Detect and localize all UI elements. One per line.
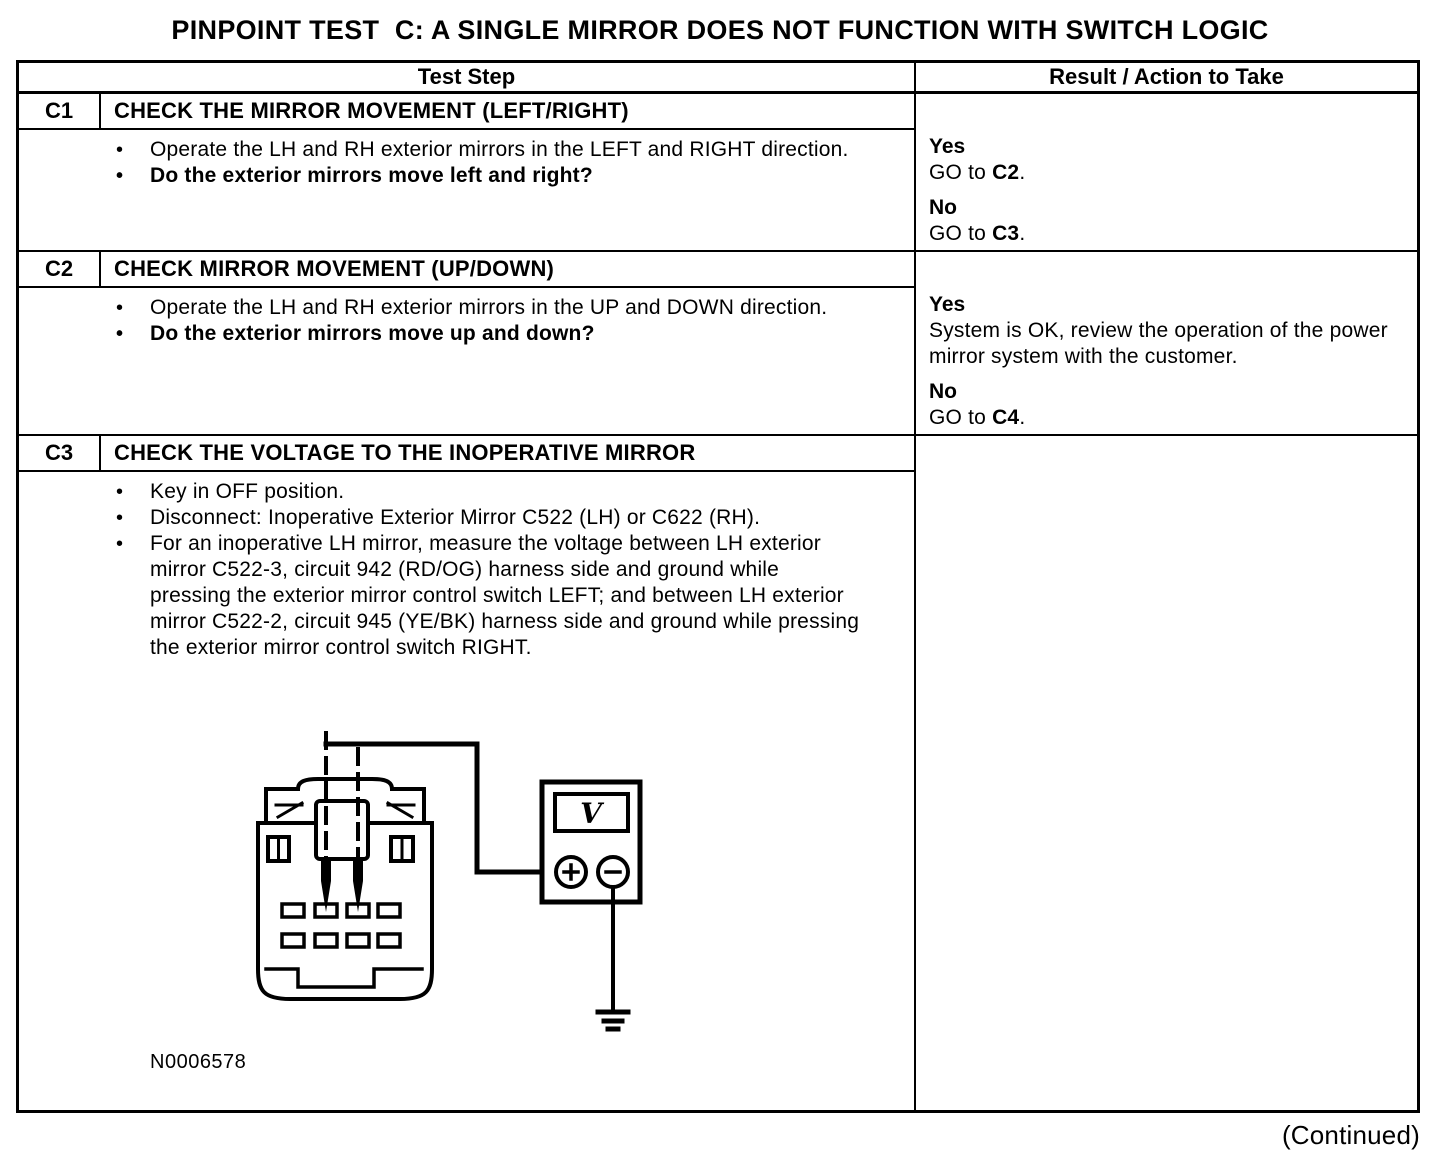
step-question: • Do the exterior mirrors move left and right?: [150, 163, 864, 189]
step-bullet: • Operate the LH and RH exterior mirrors in the UP and DOWN direction.: [150, 295, 864, 321]
column-header-test-step: Test Step: [19, 63, 916, 91]
step-id: C3: [19, 436, 101, 472]
step-question: • Do the exterior mirrors move up and down?: [150, 321, 864, 347]
result-cell: [914, 436, 1417, 1110]
result-label: No: [929, 196, 957, 219]
column-header-result: Result / Action to Take: [1049, 64, 1284, 89]
step-instructions: [19, 472, 914, 1110]
page-title: PINPOINT TEST C: A SINGLE MIRROR DOES NOT FUNCTION WITH SWITCH LOGIC: [171, 15, 1269, 45]
result-label: No: [929, 380, 957, 403]
section-c2: [19, 250, 1417, 434]
result-entry: [929, 195, 1405, 247]
step-id: C1: [19, 94, 101, 130]
result-label: Yes: [929, 135, 966, 158]
voltmeter-display-symbol: V: [580, 797, 602, 830]
connector-drawing: [258, 779, 432, 999]
step-bullet: • Key in OFF position.: [150, 479, 864, 505]
section-c1: [19, 94, 1417, 250]
result-action: GO to C4.: [929, 406, 1026, 429]
minus-terminal: [598, 857, 628, 887]
continued-note: (Continued): [1281, 1120, 1420, 1150]
step-instructions: [19, 288, 914, 434]
step-bullet: • Disconnect: Inoperative Exterior Mirror C522 (LH) or C622 (RH).: [150, 505, 864, 531]
result-action: GO to C3.: [929, 222, 1026, 245]
result-action: System is OK, review the operation of the power mirror system with the customer.: [929, 319, 1388, 368]
step-bullet: • For an inoperative LH mirror, measure the voltage between LH exterior mirror C522-3, circuit 942 (RD/OG) harness side and ground while pressing the exterior mirror control switch LEFT; and between LH exterior mirror C522-2, circuit 945 (YE/BK) harness side and ground while pressing the exterior mirror control switch RIGHT.: [150, 531, 864, 661]
step-title: CHECK MIRROR MOVEMENT (UP/DOWN): [101, 252, 914, 288]
result-entry: [929, 134, 1405, 186]
pinpoint-test-table: [16, 60, 1420, 1113]
voltmeter: [542, 782, 640, 902]
result-action: GO to C2.: [929, 161, 1026, 184]
voltage-test-diagram: [240, 719, 680, 1109]
step-id: C2: [19, 252, 101, 288]
table-header-row: [19, 63, 1417, 94]
step-title: CHECK THE MIRROR MOVEMENT (LEFT/RIGHT): [101, 94, 914, 130]
result-cell: [914, 252, 1417, 434]
ground-symbol: [598, 887, 628, 1029]
result-entry: [929, 379, 1405, 431]
result-label: Yes: [929, 293, 966, 316]
result-entry: [929, 292, 1405, 370]
plus-terminal: [556, 857, 586, 887]
figure-label: N0006578: [150, 1051, 247, 1073]
step-title: CHECK THE VOLTAGE TO THE INOPERATIVE MIRROR: [101, 436, 914, 472]
section-c3: [19, 434, 1417, 1110]
result-cell: [914, 94, 1417, 250]
step-bullet: • Operate the LH and RH exterior mirrors in the LEFT and RIGHT direction.: [150, 137, 864, 163]
step-instructions: [19, 130, 914, 250]
